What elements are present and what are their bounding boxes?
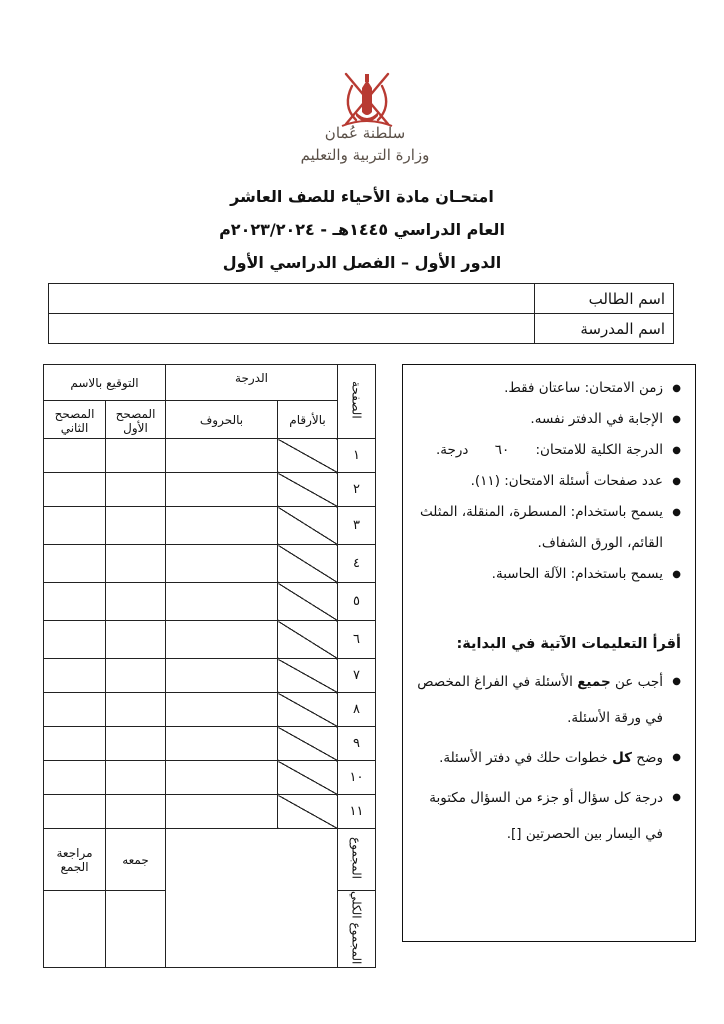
table-row (44, 439, 376, 473)
exam-term: الدور الأول – الفصل الدراسي الأول (222, 253, 502, 272)
reviewed-by-field[interactable] (44, 891, 106, 968)
list-item: ● أجب عن جميع الأسئلة في الفراغ المخصص في ورقة الأسئلة. (413, 664, 681, 736)
first-corrector-cell[interactable] (106, 693, 166, 727)
list-item: ● عدد صفحات أسئلة الامتحان: (١١). (413, 466, 681, 497)
second-corrector-cell[interactable] (44, 659, 106, 693)
page-number: ١٠ (338, 761, 376, 795)
ministry-name (290, 122, 440, 166)
letters-cell[interactable] (166, 761, 278, 795)
total-prefix: الدرجة الكلية للامتحان: (535, 442, 663, 458)
first-corrector-cell[interactable] (106, 507, 166, 545)
total-suffix: درجة. (435, 442, 469, 458)
digits-cell[interactable] (278, 507, 338, 545)
page-number: ٧ (338, 659, 376, 693)
page-number: ٤ (338, 545, 376, 583)
second-corrector-cell[interactable] (44, 727, 106, 761)
page-number: ٩ (338, 727, 376, 761)
second-corrector-cell[interactable] (44, 545, 106, 583)
table-row (44, 583, 376, 621)
digits-cell[interactable] (278, 439, 338, 473)
summed-by-field[interactable] (106, 891, 166, 968)
letters-cell[interactable] (166, 439, 278, 473)
list-item: ● يسمح باستخدام: الآلة الحاسبة. (413, 559, 681, 590)
grade-header: الدرجة (166, 365, 338, 401)
exam-title: امتحـان مادة الأحياء للصف العاشر (230, 187, 494, 206)
letters-cell[interactable] (166, 795, 278, 829)
list-item: ● زمن الامتحان: ساعتان فقط. (413, 373, 681, 404)
first-corrector-cell[interactable] (106, 621, 166, 659)
table-row (44, 761, 376, 795)
school-name-row (49, 314, 674, 344)
letters-cell[interactable] (166, 659, 278, 693)
reviewed-by-label: مراجعة الجمع (44, 829, 106, 891)
second-corrector-cell[interactable] (44, 507, 106, 545)
page-number: ٥ (338, 583, 376, 621)
digits-cell[interactable] (278, 795, 338, 829)
letters-cell[interactable] (166, 727, 278, 761)
first-corrector-header: المصحح الأول (106, 401, 166, 439)
signature-header: التوقيع بالاسم (44, 365, 166, 401)
instructions-box (402, 364, 696, 942)
summed-by-label: جمعه (106, 829, 166, 891)
page-column-header: الصفحة (338, 365, 376, 439)
table-row (44, 659, 376, 693)
second-corrector-cell[interactable] (44, 693, 106, 727)
total-label: المجموع (338, 829, 376, 891)
first-corrector-cell[interactable] (106, 583, 166, 621)
letters-cell[interactable] (166, 473, 278, 507)
digits-cell[interactable] (278, 621, 338, 659)
letters-cell[interactable] (166, 583, 278, 621)
instructions-heading: أقرأ التعليمات الآتية في البداية: (456, 636, 681, 652)
student-name-row (49, 284, 674, 314)
letters-cell[interactable] (166, 507, 278, 545)
student-name-field[interactable] (49, 284, 535, 314)
page-number: ٢ (338, 473, 376, 507)
second-corrector-cell[interactable] (44, 583, 106, 621)
table-row (44, 545, 376, 583)
list-item: ● وضح كل خطوات حلك في دفتر الأسئلة. (413, 740, 681, 776)
page-rows (44, 439, 376, 829)
page-number: ٦ (338, 621, 376, 659)
grades-table (43, 364, 376, 968)
digits-cell[interactable] (278, 727, 338, 761)
digits-cell[interactable] (278, 693, 338, 727)
digits-cell[interactable] (278, 473, 338, 507)
first-corrector-cell[interactable] (106, 545, 166, 583)
exam-year: العام الدراسي ١٤٤٥هـ - ٢٠٢٣/٢٠٢٤م (219, 220, 505, 239)
page-number: ١١ (338, 795, 376, 829)
ministry-line2: وزارة التربية والتعليم (300, 146, 430, 164)
table-row (44, 507, 376, 545)
grand-total-label: المجموع الكلي (338, 891, 376, 968)
page-number: ٨ (338, 693, 376, 727)
digits-header: بالأرقام (278, 401, 338, 439)
second-corrector-header: المصحح الثاني (44, 401, 106, 439)
ministry-line1: سلطنة عُمان (324, 124, 406, 142)
list-item: ● يسمح باستخدام: المسطرة، المنقلة، المثلث القائم، الورق الشفاف. (413, 497, 681, 559)
second-corrector-cell[interactable] (44, 795, 106, 829)
first-corrector-cell[interactable] (106, 439, 166, 473)
table-row (44, 693, 376, 727)
digits-cell[interactable] (278, 583, 338, 621)
table-row (44, 795, 376, 829)
first-corrector-cell[interactable] (106, 727, 166, 761)
rules-list (413, 664, 681, 852)
second-corrector-cell[interactable] (44, 439, 106, 473)
list-item (413, 435, 681, 466)
exam-info-list (413, 373, 681, 590)
first-corrector-cell[interactable] (106, 473, 166, 507)
second-corrector-cell[interactable] (44, 621, 106, 659)
second-corrector-cell[interactable] (44, 761, 106, 795)
table-row (44, 473, 376, 507)
total-grade-cell[interactable] (166, 829, 338, 968)
page-number: ١ (338, 439, 376, 473)
table-row (44, 621, 376, 659)
list-item: ● الإجابة في الدفتر نفسه. (413, 404, 681, 435)
list-item: ● درجة كل سؤال أو جزء من السؤال مكتوبة في اليسار بين الحصرتين []. (413, 780, 681, 852)
first-corrector-cell[interactable] (106, 761, 166, 795)
school-name-field[interactable] (49, 314, 535, 344)
second-corrector-cell[interactable] (44, 473, 106, 507)
first-corrector-cell[interactable] (106, 659, 166, 693)
digits-cell[interactable] (278, 659, 338, 693)
digits-cell[interactable] (278, 545, 338, 583)
exam-titles (150, 180, 574, 279)
table-row (44, 727, 376, 761)
school-name-label: اسم المدرسة (535, 314, 674, 344)
first-corrector-cell[interactable] (106, 795, 166, 829)
student-info-table (48, 283, 674, 344)
page-number: ٣ (338, 507, 376, 545)
student-name-label: اسم الطالب (535, 284, 674, 314)
letters-cell[interactable] (166, 545, 278, 583)
letters-header: بالحروف (166, 401, 278, 439)
letters-cell[interactable] (166, 621, 278, 659)
letters-cell[interactable] (166, 693, 278, 727)
digits-cell[interactable] (278, 761, 338, 795)
total-value: ٦٠ (494, 442, 510, 458)
